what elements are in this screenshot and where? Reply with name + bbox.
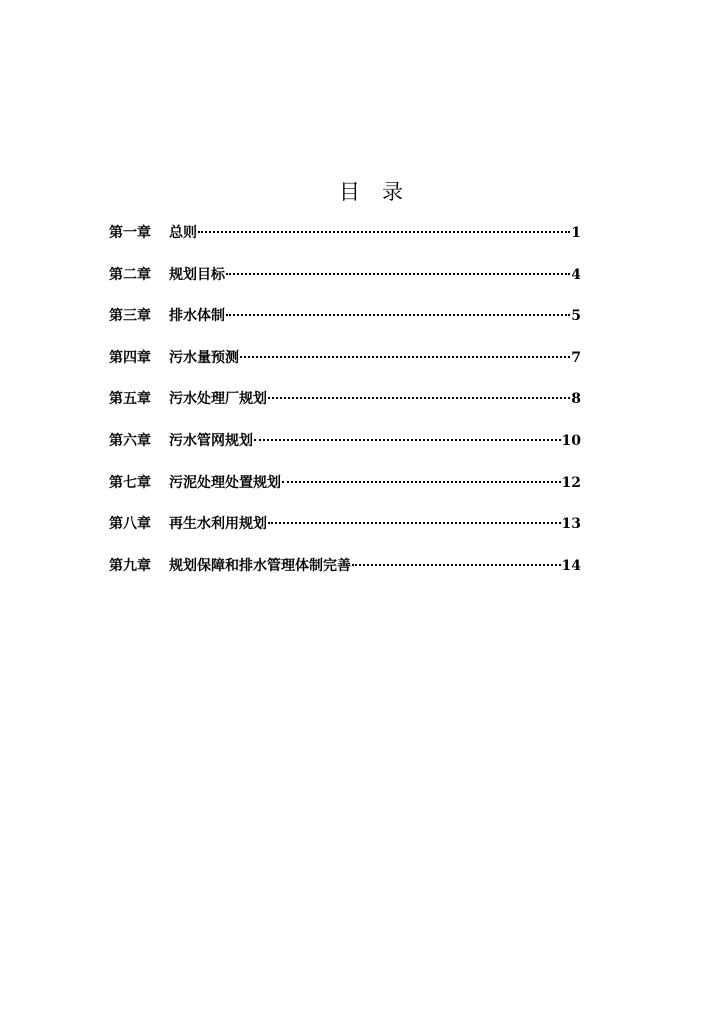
chapter-number: 第二章	[109, 266, 151, 283]
toc-entry-4[interactable]	[109, 347, 581, 389]
chapter-number: 第四章	[109, 349, 151, 366]
dot-leader	[268, 521, 561, 524]
dot-leader	[240, 355, 570, 358]
toc-entry-3[interactable]	[109, 305, 581, 347]
chapter-number: 第一章	[109, 225, 151, 241]
dot-leader	[226, 313, 570, 316]
toc-entry-9[interactable]	[109, 555, 581, 597]
table-of-contents	[109, 222, 581, 596]
toc-entry-7[interactable]	[109, 472, 581, 514]
page-number: 12	[561, 474, 581, 491]
page-number: 7	[571, 349, 581, 366]
page-number: 14	[561, 557, 581, 574]
chapter-title: 排水体制	[169, 308, 225, 325]
toc-entry-1[interactable]	[109, 222, 581, 264]
page-number: 13	[561, 516, 581, 533]
toc-entry-2[interactable]	[109, 264, 581, 306]
page-number: 10	[561, 432, 581, 449]
chapter-title: 污水管网规划	[169, 432, 253, 449]
page-number: 5	[571, 308, 581, 325]
chapter-title: 污水处理厂规划	[169, 391, 267, 408]
page-number: 4	[571, 266, 581, 283]
chapter-number: 第三章	[109, 308, 151, 325]
page-number: 1	[571, 225, 581, 241]
chapter-number: 第九章	[109, 557, 151, 574]
chapter-number: 第五章	[109, 391, 151, 408]
dot-leader	[226, 272, 570, 275]
dot-leader	[352, 563, 561, 566]
chapter-number: 第七章	[109, 474, 151, 491]
chapter-number: 第六章	[109, 432, 151, 449]
chapter-title: 污泥处理处置规划	[169, 474, 281, 491]
toc-title: 目录	[339, 180, 425, 204]
chapter-number: 第八章	[109, 516, 151, 533]
chapter-title: 污水量预测	[169, 349, 239, 366]
dot-leader	[282, 480, 561, 483]
toc-entry-6[interactable]	[109, 430, 581, 472]
dot-leader	[198, 230, 570, 233]
toc-entry-8[interactable]	[109, 513, 581, 555]
dot-leader	[254, 438, 561, 441]
page-number: 8	[571, 391, 581, 408]
chapter-title: 总则	[169, 225, 197, 241]
chapter-title: 规划目标	[169, 266, 225, 283]
toc-entry-5[interactable]	[109, 388, 581, 430]
dot-leader	[268, 396, 570, 399]
chapter-title: 再生水利用规划	[169, 516, 267, 533]
chapter-title: 规划保障和排水管理体制完善	[169, 557, 351, 574]
